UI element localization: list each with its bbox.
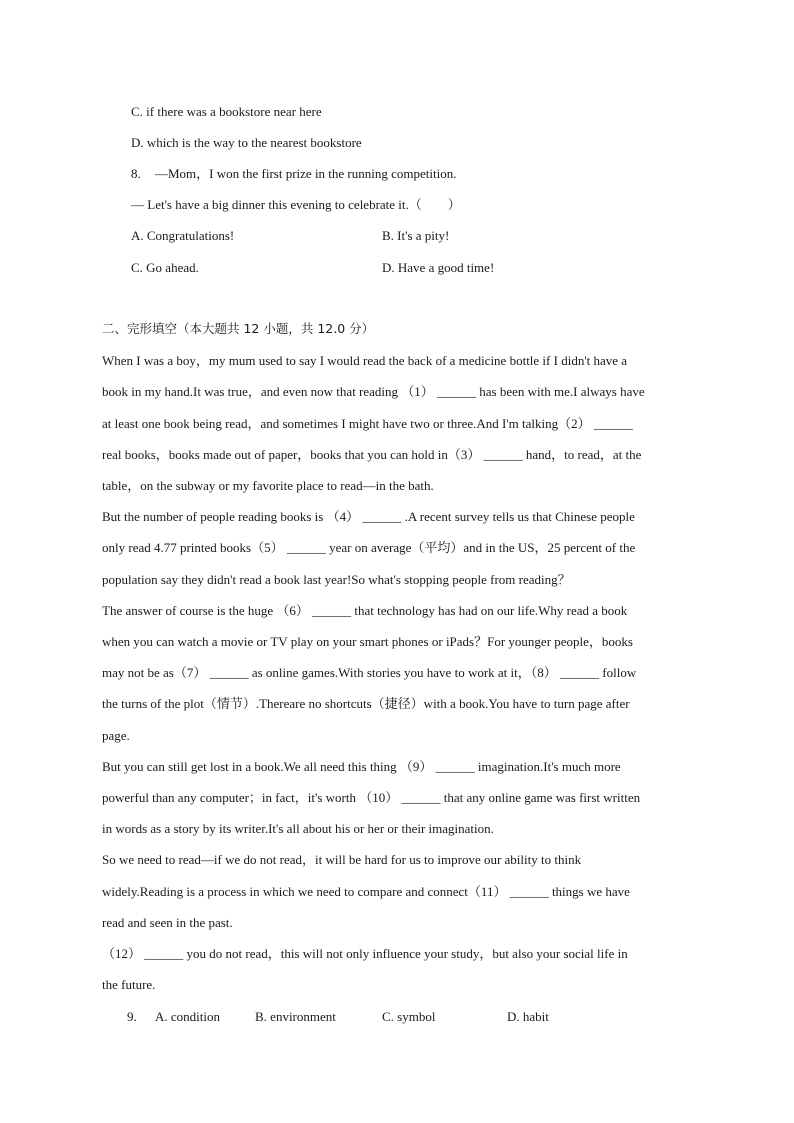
passage-line: But you can still get lost in a book.We all need this thing （9） ______ imagination.It's much more (102, 759, 621, 774)
option-d[interactable]: D. Have a good time! (382, 260, 495, 275)
passage-line: table，on the subway or my favorite place to read—in the bath. (102, 478, 434, 493)
option-b[interactable]: B. It's a pity! (382, 228, 450, 243)
option-c[interactable]: C. symbol (382, 1009, 436, 1024)
passage-line: may not be as（7） ______ as online games.With stories you have to work at it，（8） ______ follow (102, 665, 637, 680)
passage-line: only read 4.77 printed books（5） ______ year on average（平均）and in the US，25 percent of the (102, 540, 636, 555)
passage-line: book in my hand.It was true，and even now that reading （1） ______ has been with me.I always have (102, 384, 645, 399)
passage-line: widely.Reading is a process in which we need to compare and connect（11） ______ things we have (102, 884, 630, 899)
passage-line: population say they didn't read a book last year!So what's stopping people from reading？ (102, 572, 571, 587)
question-number: 8. (131, 166, 141, 181)
passage-line: page. (102, 728, 130, 743)
passage-line: The answer of course is the huge （6） ______ that technology has had on our life.Why read a book (102, 603, 628, 618)
passage-line: at least one book being read，and sometimes I might have two or three.And I'm talking（2） ______ (102, 416, 633, 431)
passage-line: in words as a story by its writer.It's all about his or her or their imagination. (102, 821, 494, 836)
passage-line: the future. (102, 977, 156, 992)
passage-line: When I was a boy，my mum used to say I would read the back of a medicine bottle if I didn't have a (102, 353, 628, 368)
passage-line: （12） ______ you do not read，this will not only influence your study，but also your social life in (102, 946, 628, 961)
passage-line: powerful than any computer；in fact，it's worth （10） ______ that any online game was first written (102, 790, 641, 805)
question-number: 9. (127, 1009, 137, 1024)
option-c[interactable]: C. Go ahead. (131, 260, 199, 275)
prev-question-option-c[interactable]: C. if there was a bookstore near here (131, 104, 322, 119)
passage-line: real books，books made out of paper，books that you can hold in（3） ______ hand，to read，at the (102, 447, 642, 462)
passage-line: So we need to read—if we do not read，it will be hard for us to improve our ability to think (102, 852, 582, 867)
passage-line: the turns of the plot（情节）.Thereare no shortcuts（捷径）with a book.You have to turn page after (102, 696, 630, 711)
option-a[interactable]: A. Congratulations! (131, 228, 235, 243)
option-b[interactable]: B. environment (255, 1009, 336, 1024)
passage-line: read and seen in the past. (102, 915, 233, 930)
question-line-1: —Mom，I won the first prize in the running competition. (155, 166, 457, 181)
section-heading: 二、完形填空（本大题共 12 小题，共 12.0 分） (102, 321, 375, 336)
passage-line: when you can watch a movie or TV play on your smart phones or iPads？For younger people，books (102, 634, 633, 649)
option-a[interactable]: A. condition (155, 1009, 220, 1024)
passage-line: But the number of people reading books is （4） ______ .A recent survey tells us that Chinese people (102, 509, 635, 524)
prev-question-option-d[interactable]: D. which is the way to the nearest bookstore (131, 135, 362, 150)
question-line-2: — Let's have a big dinner this evening to celebrate it.（ ） (131, 197, 461, 212)
option-d[interactable]: D. habit (507, 1009, 549, 1024)
